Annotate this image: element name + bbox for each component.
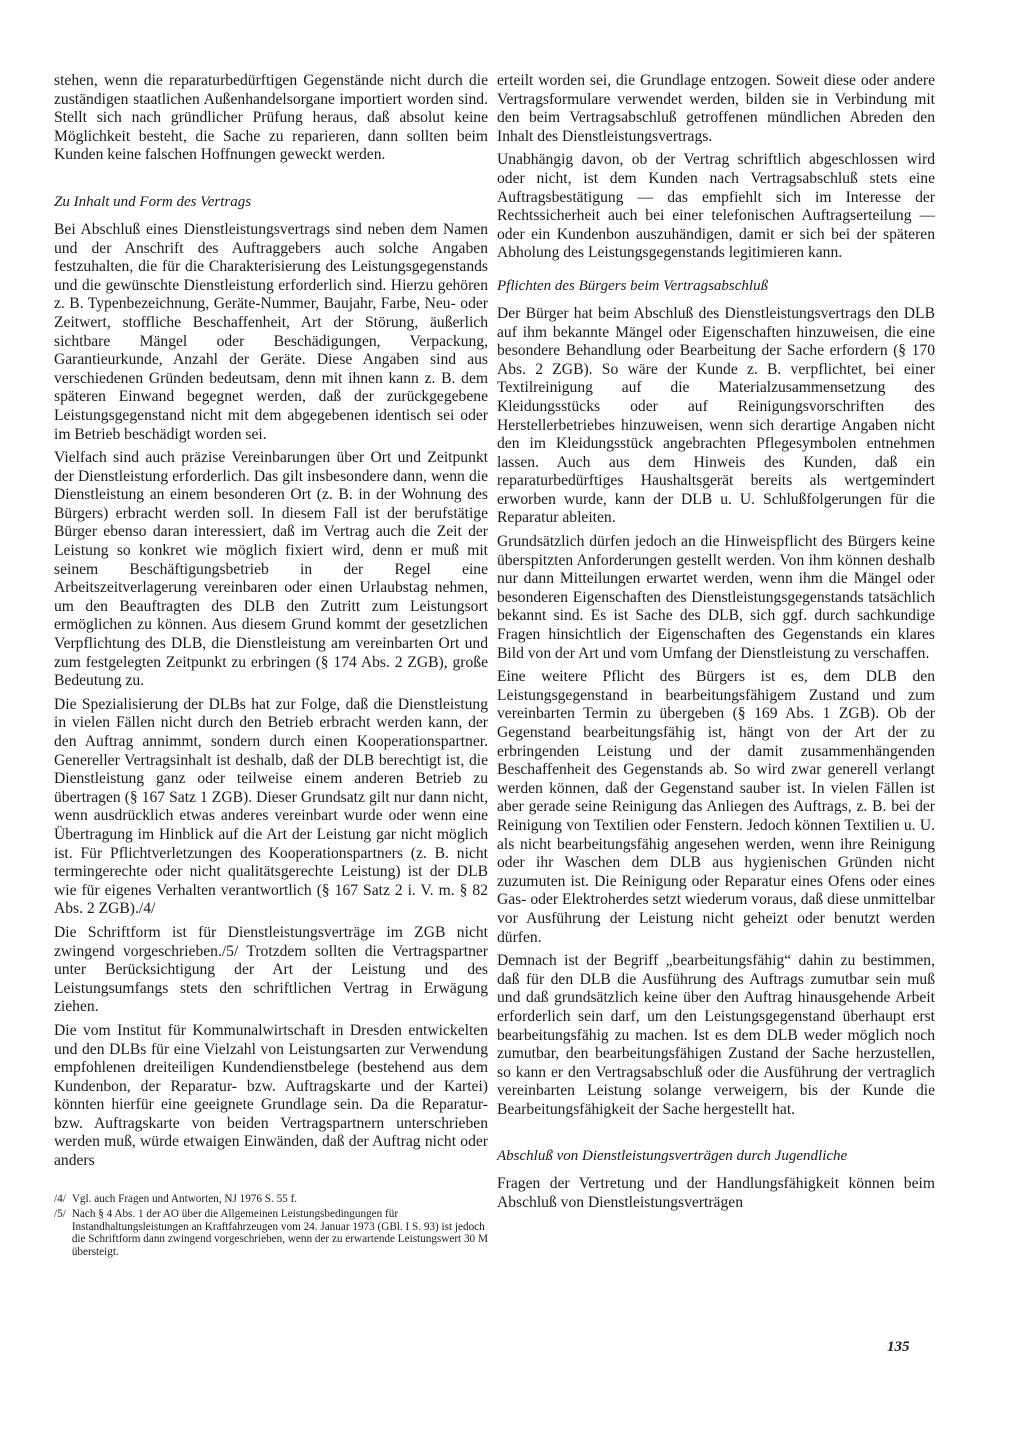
footnote-mark: /4/ (54, 1192, 66, 1205)
section-heading: Pflichten des Bürgers beim Vertragsabschluß (497, 277, 769, 294)
page-number: 135 (887, 1339, 910, 1355)
paragraph: Unabhängig davon, ob der Vertrag schriftlich abgeschlossen wird oder nicht, ist dem Kunden nach Vertragsabschluß stets eine Auftragsbestätigung — das empfiehlt sich im Interesse der Rechtssicherheit auch bei einer telefonischen Auftragserteilung — oder ein Kundenbon auszuhändigen, damit er sich bei der späteren Abholung des Leistungsgegenstands legitimieren kann. (497, 151, 935, 262)
paragraph: stehen, wenn die reparaturbedürftigen Gegenstände nicht durch die zuständigen staatlichen Außenhandelsorgane importiert worden sind. Stellt sich nach gründlicher Prüfung heraus, daß absolut keine Möglichkeit besteht, die Sache zu reparieren, dann sollten beim Kunden keine falschen Hoffnungen geweckt werden. (54, 72, 488, 164)
paragraph: Eine weitere Pflicht des Bürgers ist es, dem DLB den Leistungsgegenstand in bearbeitungsfähigem Zustand und zum vereinbarten Termin zu übergeben (§ 169 Abs. 1 ZGB). Ob der Gegenstand bearbeitungsfähig ist, hängt von der Art der zu erbringenden Leistung und der damit zusammenhängenden Beschaffenheit des Gegenstands ab. So wird zwar generell verlangt werden können, daß der Gegenstand sauber ist. In vielen Fällen ist aber gerade seine Reinigung das Anliegen des Auftrags, z. B. bei der Reinigung von Textilien oder Fenstern. Jedoch können Textilien u. U. als nicht bearbeitungsfähig angesehen werden, wenn ihre Reinigung oder ihr Waschen dem DLB aus hygienischen Gründen nicht zuzumuten ist. Die Reinigung oder Reparatur eines Ofens oder eines Gas- oder Elektroherdes setzt wiederum voraus, daß diese unmittelbar vor Ausführung der Leistung nicht geheizt oder benutzt werden dürfen. (497, 668, 935, 946)
footnote-text: Vgl. auch Fragen und Antworten, NJ 1976 S. 55 f. (71, 1192, 298, 1205)
right-column (497, 72, 935, 1218)
footnote-text: Nach § 4 Abs. 1 der AO über die Allgemeinen Leistungsbedingungen für Instandhaltungsleistungen an Kraftfahrzeugen vom 24. Januar 1973 (GBl. I S. 93) ist jedoch die Schriftform dann zwingend vorgeschrieben, wenn der zu erwartende Leistungswert 30 M übersteigt. (71, 1208, 488, 1259)
paragraph: Fragen der Vertretung und der Handlungsfähigkeit können beim Abschluß von Dienstleistungsverträgen (497, 1175, 935, 1212)
paragraph: Grundsätzlich dürfen jedoch an die Hinweispflicht des Bürgers keine überspitzten Anforderungen gestellt werden. Von ihm können deshalb nur dann Mitteilungen erwartet werden, wenn ihm die Mängel oder besonderen Eigenschaften des Dienstleistungsgegenstands tatsächlich bekannt sind. Es ist Sache des DLB, sich ggf. durch sachkundige Fragen hinsichtlich der Eigenschaften des Gegenstands ein klares Bild von der Art und vom Umfang der Dienstleistung zu verschaffen. (497, 533, 935, 662)
footnote (54, 1193, 488, 1206)
paragraph: Der Bürger hat beim Abschluß des Dienstleistungsvertrags den DLB auf ihm bekannte Mängel oder Eigenschaften hinzuweisen, die eine besondere Behandlung oder Bearbeitung der Sache erfordern (§ 170 Abs. 2 ZGB). So wäre der Kunde z. B. verpflichtet, bei einer Textilreinigung auf die Materialzusammensetzung des Kleidungsstücks oder auf Reinigungsvorschriften des Herstellerbetriebes hinzuweisen, wenn sich derartige Angaben nicht den im Kleidungsstück angebrachten Pflegesymbolen entnehmen lassen. Auch aus dem Hinweis des Kunden, daß ein reparaturbedürftiges Haushaltsgerät bereits als wertgemindert erworben wurde, kann der DLB u. U. Schlußfolgerungen für die Reparatur ableiten. (497, 304, 935, 527)
footnote (54, 1208, 488, 1258)
paragraph: Die Spezialisierung der DLBs hat zur Folge, daß die Dienstleistung in vielen Fällen nicht durch den Betrieb erbracht werden kann, der den Auftrag annimmt, sondern durch einen Kooperationspartner. Genereller Vertragsinhalt ist deshalb, daß der DLB berechtigt ist, die Dienstleistung ganz oder teilweise einem anderen Betrieb zu übertragen (§ 167 Satz 1 ZGB). Dieser Grundsatz gilt nur dann nicht, wenn ausdrücklich etwas anderes vereinbart wurde oder wenn eine Übertragung im Hinblick auf die Art der Leistung gar nicht möglich ist. Für Pflichtverletzungen des Kooperationspartners (z. B. nicht termingerechte oder nicht qualitätsgerechte Leistung) ist der DLB wie für eigenes Verhalten verantwortlich (§ 167 Satz 2 i. V. m. § 82 Abs. 2 ZGB)./4/ (54, 695, 488, 918)
left-column (54, 72, 488, 1262)
section-heading: Abschluß von Dienstleistungsverträgen durch Jugendliche (497, 1148, 848, 1165)
section-heading: Zu Inhalt und Form des Vertrags (54, 193, 252, 210)
paragraph: erteilt worden sei, die Grundlage entzogen. Soweit diese oder andere Vertragsformulare verwendet werden, bilden sie in Verbindung mit den beim Vertragsabschluß getroffenen mündlichen Abreden den Inhalt des Dienstleistungsvertrags. (497, 72, 935, 145)
footnote-mark: /5/ (54, 1208, 66, 1221)
footnotes (54, 1193, 488, 1259)
paragraph: Die vom Institut für Kommunalwirtschaft in Dresden entwickelten und den DLBs für eine Vielzahl von Leistungsarten zur Verwendung empfohlenen dreiteiligen Kundendienstbelege (bestehend aus dem Kundenbon, der Reparatur- bzw. Auftragskarte und der Kartei) könnten hierfür eine geeignete Grundlage sein. Da die Reparatur- bzw. Auftragskarte von beiden Vertragspartnern unterschrieben werden muß, würde etwaigen Einwänden, daß der Auftrag nicht oder anders (54, 1021, 488, 1170)
paragraph: Bei Abschluß eines Dienstleistungsvertrags sind neben dem Namen und der Anschrift des Auftraggebers auch solche Angaben festzuhalten, die für die Charakterisierung des Leistungsgegenstands und die gewünschte Dienstleistung erforderlich sind. Hierzu gehören z. B. Typenbezeichnung, Geräte-Nummer, Baujahr, Farbe, Neu- oder Zeitwert, stoffliche Beschaffenheit, Art der Störung, äußerlich sichtbare Mängel oder Beschädigungen, Verpackung, Garantieurkunde, Anzahl der Geräte. Diese Angaben sind aus verschiedenen Gründen bedeutsam, denn mit ihnen kann z. B. dem späteren Einwand begegnet werden, daß der zurückgegebene Leistungsgegenstand nicht mit dem abgegebenen identisch sei oder im Betrieb beschädigt worden sei. (54, 220, 488, 443)
paragraph: Die Schriftform ist für Dienstleistungsverträge im ZGB nicht zwingend vorgeschrieben./5/ Trotzdem sollten die Vertragspartner unter Berücksichtigung der Art der Leistung und des Leistungsumfangs stets den schriftlichen Vertrag in Erwägung ziehen. (54, 923, 488, 1016)
paragraph: Vielfach sind auch präzise Vereinbarungen über Ort und Zeitpunkt der Dienstleistung erforderlich. Das gilt insbesondere dann, wenn die Dienstleistung an einem besonderen Ort (z. B. in der Wohnung des Bürgers) erbracht werden soll. In diesem Fall ist der berufstätige Bürger ebenso daran interessiert, daß im Vertrag auch die Zeit der Leistung so konkret wie möglich fixiert wird, denn er muß mit seinem Beschäftigungsbetrieb in der Regel eine Arbeitszeitverlagerung vereinbaren oder einen Urlaubstag nehmen, um den Beauftragten des DLB den Zutritt zum Leistungsort ermöglichen zu können. Aus diesem Grund kommt der gesetzlichen Verpflichtung des DLB, die Dienstleistung am vereinbarten Ort und zum festgelegten Zeitpunkt zu erbringen (§ 174 Abs. 2 ZGB), große Bedeutung zu. (54, 449, 488, 690)
paragraph: Demnach ist der Begriff „bearbeitungsfähig“ dahin zu bestimmen, daß für den DLB die Ausführung des Auftrags zumutbar sein muß und daß grundsätzlich keine über den Auftrag hinausgehende Arbeit erforderlich sein darf, um den Leistungsgegenstand überhaupt erst bearbeitungsfähig zu machen. Ist es dem DLB weder möglich noch zumutbar, den bearbeitungsfähigen Zustand der Sache herzustellen, so kann er den Vertragsabschluß oder die Ausführung der vertraglich vereinbarten Leistung solange verweigern, bis der Kunde die Bearbeitungsfähigkeit der Sache hergestellt hat. (497, 952, 935, 1118)
